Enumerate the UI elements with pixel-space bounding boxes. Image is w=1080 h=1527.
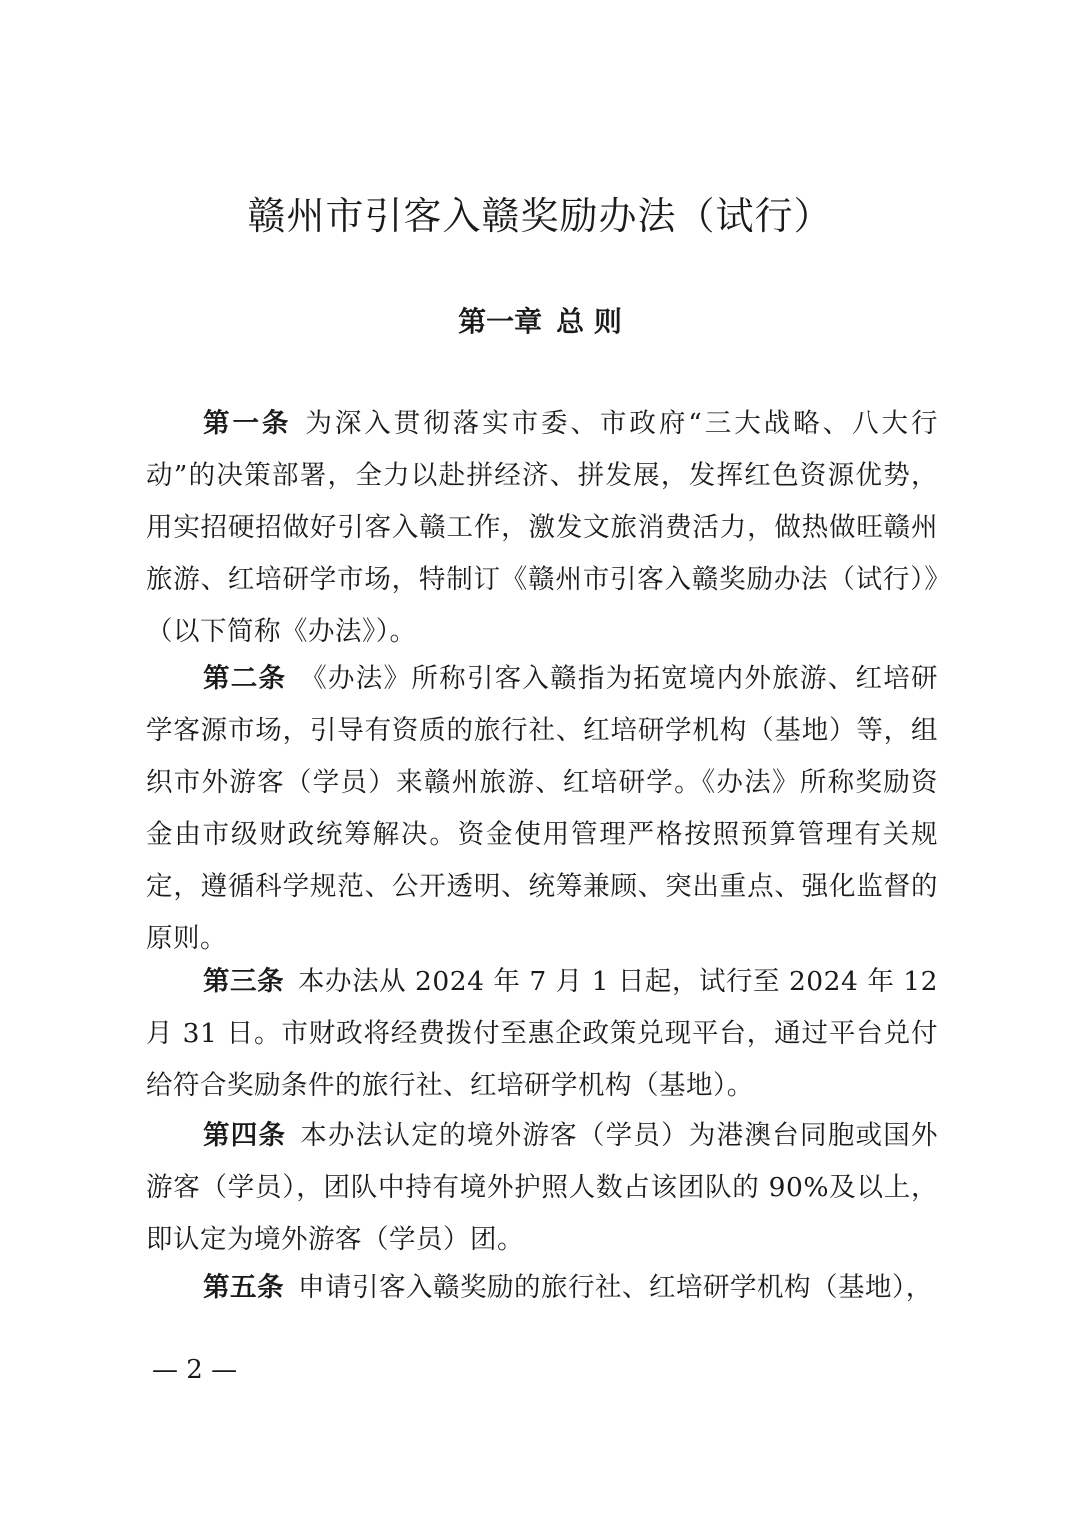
page-number: — 2 — bbox=[152, 1355, 238, 1385]
article-3 bbox=[146, 956, 938, 1112]
chapter-name: 总 则 bbox=[556, 305, 622, 338]
article-label: 第五条 bbox=[203, 1272, 284, 1303]
article-text: 《办法》所称引客入赣指为拓宽境内外旅游、红培研学客源市场，引导有资质的旅行社、红培研学机构（基地）等，组织市外游客（学员）来赣州旅游、红培研学。《办法》所称奖励资金由市级财政统筹解决。资金使用管理严格按照预算管理有关规定，遵循科学规范、公开透明、统筹兼顾、突出重点、强化监督的原则。 bbox=[146, 663, 939, 954]
article-label: 第四条 bbox=[203, 1120, 287, 1151]
article-label: 第三条 bbox=[203, 966, 285, 997]
article-1 bbox=[146, 398, 938, 658]
article-text: 为深入贯彻落实市委、市政府“三大战略、八大行动”的决策部署，全力以赴拼经济、拼发展，发挥红色资源优势，用实招硬招做好引客入赣工作，激发文旅消费活力，做热做旺赣州旅游、红培研学市场，特制订《赣州市引客入赣奖励办法（试行）》（以下简称《办法》）。 bbox=[146, 408, 938, 647]
article-4 bbox=[146, 1110, 938, 1266]
article-5 bbox=[146, 1262, 938, 1314]
article-text: 申请引客入赣奖励的旅行社、红培研学机构（基地）， bbox=[298, 1272, 933, 1303]
chapter-prefix: 第一章 bbox=[458, 305, 543, 338]
document-title: 赣州市引客入赣奖励办法（试行） bbox=[247, 194, 833, 238]
chapter-heading bbox=[0, 300, 1080, 344]
article-text: 本办法从 2024 年 7 月 1 日起，试行至 2024 年 12 月 31 日。市财政将经费拨付至惠企政策兑现平台，通过平台兑付给符合奖励条件的旅行社、红培研学机构（基地）。 bbox=[146, 966, 938, 1101]
article-text: 本办法认定的境外游客（学员）为港澳台同胞或国外游客（学员），团队中持有境外护照人数占该团队的 90%及以上，即认定为境外游客（学员）团。 bbox=[146, 1120, 939, 1255]
article-2 bbox=[146, 653, 938, 965]
article-label: 第一条 bbox=[203, 408, 292, 439]
article-label: 第二条 bbox=[203, 663, 287, 694]
